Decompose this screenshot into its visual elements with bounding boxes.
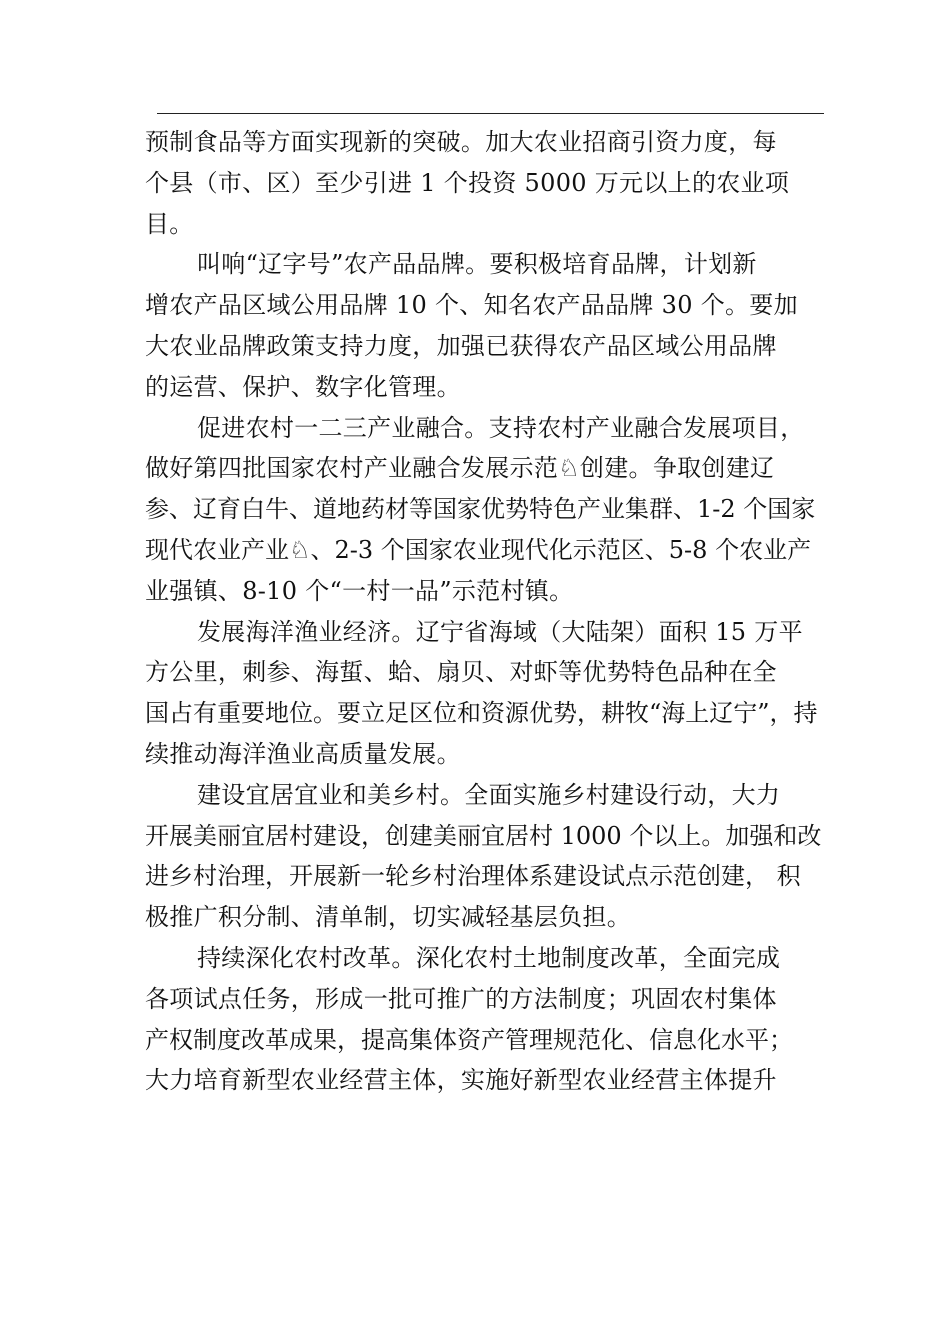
text-line: 开展美丽宜居村建设，创建美丽宜居村 1000 个以上。加强和改 — [145, 821, 822, 850]
text-line: 大农业品牌政策支持力度，加强已获得农产品区域公用品牌 — [145, 331, 777, 360]
text-line: 续推动海洋渔业高质量发展。 — [145, 739, 461, 768]
text-line: 目。 — [145, 209, 194, 238]
text-line: 国占有重要地位。要立足区位和资源优势，耕牧“海上辽宁”，持 — [145, 699, 818, 728]
text-line: 参、辽育白牛、道地药材等国家优势特色产业集群、1-2 个国家 — [145, 495, 816, 524]
text-line: 极推广积分制、清单制，切实减轻基层负担。 — [145, 903, 631, 932]
text-line: 现代农业产业♘、2-3 个国家农业现代化示范区、5-8 个农业产 — [145, 535, 812, 564]
text-line: 大力培育新型农业经营主体，实施好新型农业经营主体提升 — [145, 1066, 777, 1095]
paragraph-start-line: 促进农村一二三产业融合。支持农村产业融合发展项目， — [197, 413, 805, 442]
paragraph-start-line: 持续深化农村改革。深化农村土地制度改革，全面完成 — [197, 943, 781, 972]
text-line: 方公里，刺参、海蜇、蛤、扇贝、对虾等优势特色品种在全 — [145, 658, 777, 687]
header-rule — [157, 113, 824, 114]
paragraph-start-line: 建设宜居宜业和美乡村。全面实施乡村建设行动，大力 — [197, 780, 781, 809]
paragraph-start-line: 发展海洋渔业经济。辽宁省海域（大陆架）面积 15 万平 — [197, 617, 803, 646]
text-line: 产权制度改革成果，提高集体资产管理规范化、信息化水平； — [145, 1025, 793, 1054]
text-line: 预制食品等方面实现新的突破。加大农业招商引资力度，每 — [145, 128, 777, 156]
text-line: 各项试点任务，形成一批可推广的方法制度；巩固农村集体 — [145, 984, 777, 1013]
paragraph-start-line: 叫响“辽字号”农产品品牌。要积极培育品牌，计划新 — [197, 250, 757, 279]
text-line: 业强镇、8-10 个“一村一品”示范村镇。 — [145, 576, 574, 605]
text-line: 个县（市、区）至少引进 1 个投资 5000 万元以上的农业项 — [145, 168, 790, 197]
text-line: 增农产品区域公用品牌 10 个、知名农产品品牌 30 个。要加 — [145, 291, 798, 320]
text-line: 做好第四批国家农村产业融合发展示范♘创建。争取创建辽 — [145, 454, 775, 483]
text-line: 进乡村治理，开展新一轮乡村治理体系建设试点示范创建， 积 — [145, 862, 801, 891]
body-text — [145, 122, 835, 1101]
text-line: 的运营、保护、数字化管理。 — [145, 372, 461, 401]
